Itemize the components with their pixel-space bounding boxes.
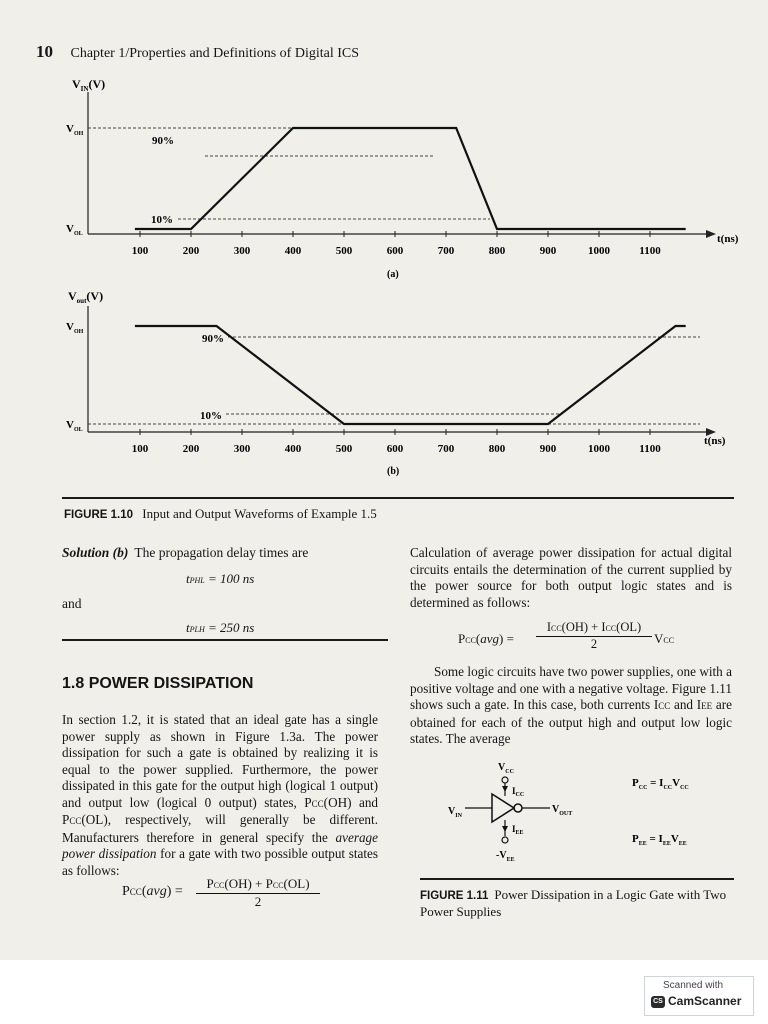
panel-b-y-label: $V_{out}(V)$ — [68, 289, 104, 305]
watermark-line2: CamScanner — [668, 994, 742, 1008]
figure-1-11-caption — [420, 887, 740, 920]
panel-a-90pct: 90% — [152, 135, 174, 147]
solution-label: Solution (b) — [62, 545, 129, 560]
panel-a-voh: $V_{OH}$ — [66, 123, 84, 137]
tphl-equation: tPHL = 100 ns — [186, 571, 255, 586]
panel-a — [66, 77, 739, 280]
panel-b — [66, 289, 726, 477]
x-tick-label: 500 — [335, 245, 353, 257]
panel-a-ticks — [132, 231, 661, 257]
x-tick-label: 1100 — [639, 245, 661, 257]
inverter-gate-icon — [492, 794, 514, 822]
panel-a-waveform — [135, 128, 686, 229]
icc-label: $I_{CC}$ — [512, 786, 525, 798]
x-tick-label: 100 — [131, 443, 149, 455]
x-tick-label: 800 — [488, 443, 506, 455]
x-tick-label: 1000 — [588, 245, 610, 257]
x-tick-label: 300 — [233, 443, 251, 455]
panel-b-x-label: t(ns) — [704, 435, 726, 447]
x-tick-label: 1000 — [588, 443, 610, 455]
panel-a-x-label: t(ns) — [717, 233, 739, 245]
camscanner-watermark — [644, 976, 754, 1016]
solution-block — [62, 545, 382, 561]
solution-and: and — [62, 596, 82, 611]
panel-b-90pct: 90% — [202, 333, 224, 345]
x-tick-label: 600 — [386, 245, 404, 257]
equation-vcc: VCC — [654, 631, 675, 646]
panel-b-ticks — [132, 429, 661, 455]
pcc-equation: $P_{CC} = I_{CC}V_{CC}$ — [632, 777, 689, 791]
vin-label: $V_{IN}$ — [448, 806, 462, 819]
figure-1-11-label: FIGURE 1.11 — [420, 890, 489, 902]
paragraph-calculation: Calculation of average power dissipation for actual digital circuits entails the determination of the current supplied by the power source for both output logic states and is determined as follows: — [410, 545, 732, 610]
figure-1-11-text: Power Dissipation in a Logic Gate with Two Power Supplies — [420, 887, 727, 919]
figure-1-10-text: Input and Output Waveforms of Example 1.5 — [142, 506, 377, 521]
solution-rule — [62, 639, 388, 641]
figure-1-10-label: FIGURE 1.10 — [64, 509, 134, 521]
vee-label: $-V_{EE}$ — [496, 850, 515, 863]
page-number: 10 — [36, 42, 53, 61]
solution-intro: The propagation delay times are — [134, 545, 309, 560]
tplh-value: = 250 ns — [208, 620, 255, 635]
x-tick-label: 700 — [437, 443, 455, 455]
x-tick-label: 400 — [284, 245, 302, 257]
x-tick-label: 900 — [539, 245, 557, 257]
tplh-equation: tPLH = 250 ns — [186, 620, 255, 635]
x-tick-label: 400 — [284, 443, 302, 455]
x-tick-label: 800 — [488, 245, 506, 257]
panel-a-10pct: 10% — [151, 214, 173, 226]
equation-icc-fraction: ICC(OH) + ICC(OL) 2 — [536, 620, 652, 652]
x-tick-label: 700 — [437, 245, 455, 257]
x-tick-label: 200 — [182, 245, 200, 257]
equation-pcc-avg: PCC(avg) = — [122, 884, 183, 899]
panel-a-axis-arrow — [706, 230, 716, 238]
vcc-label: $V_{CC}$ — [498, 762, 514, 775]
x-tick-label: 100 — [131, 245, 149, 257]
figure-1-10-caption — [64, 506, 377, 522]
panel-a-vol: $V_{OL}$ — [66, 223, 83, 237]
figure-rule — [62, 497, 734, 499]
figure-1-10 — [0, 64, 768, 504]
panel-a-y-label: $V_{IN}(V)$ — [72, 77, 106, 93]
x-tick-label: 500 — [335, 443, 353, 455]
tphl-value: = 100 ns — [208, 571, 255, 586]
x-tick-label: 600 — [386, 443, 404, 455]
x-tick-label: 300 — [233, 245, 251, 257]
pee-equation: $P_{EE} = I_{EE}V_{EE}$ — [632, 833, 687, 847]
iee-label: $I_{EE}$ — [512, 824, 524, 836]
iee-arrow-icon — [502, 826, 508, 832]
chapter-title: Chapter 1/Properties and Definitions of Digital ICS — [70, 46, 360, 61]
panel-b-vol: $V_{OL}$ — [66, 419, 83, 433]
section-heading: 1.8 POWER DISSIPATION — [62, 675, 254, 692]
x-tick-label: 1100 — [639, 443, 661, 455]
vout-label: $V_{OUT}$ — [552, 804, 573, 817]
icc-arrow-icon — [502, 786, 508, 792]
watermark-line1: Scanned with — [663, 980, 724, 991]
panel-b-10pct: 10% — [200, 410, 222, 422]
camscanner-logo-icon: CS — [651, 996, 665, 1008]
x-tick-label: 200 — [182, 443, 200, 455]
figure-1-11 — [410, 756, 740, 878]
paragraph-power-dissipation: In section 1.2, it is stated that an ideal gate has a single power supply as shown in Figure 1.3a. The power dissipation for such a gate is obtained by realizing it is equal to the power supplied. Furthermore, the power dissipated in this gate for the output high (logical 1 output) and output low (logical 0 output) states, PCC(OH) and PCC(OL), respectively, will generally be different. Manufacturers therefore in general specify the average power dissipation for a gate with two possible output states as follows: — [62, 712, 379, 878]
figure-1-11-rule — [420, 878, 734, 880]
x-tick-label: 900 — [539, 443, 557, 455]
equation-icc-avg: PCC(avg) = — [458, 631, 514, 646]
page-header — [36, 42, 359, 62]
panel-b-voh: $V_{OH}$ — [66, 321, 84, 335]
panel-a-sublabel: (a) — [387, 269, 399, 280]
paragraph-two-supplies: Some logic circuits have two power supplies, one with a positive voltage and one with a negative voltage. Figure 1.11 shows such a gate. In this case, both currents ICC and IEE are obtained for each of the output high and output low logic states. The average — [410, 664, 732, 746]
panel-b-sublabel: (b) — [387, 466, 400, 477]
equation-pcc-numerator: PCC(OH) + PCC(OL) 2 — [196, 876, 320, 910]
